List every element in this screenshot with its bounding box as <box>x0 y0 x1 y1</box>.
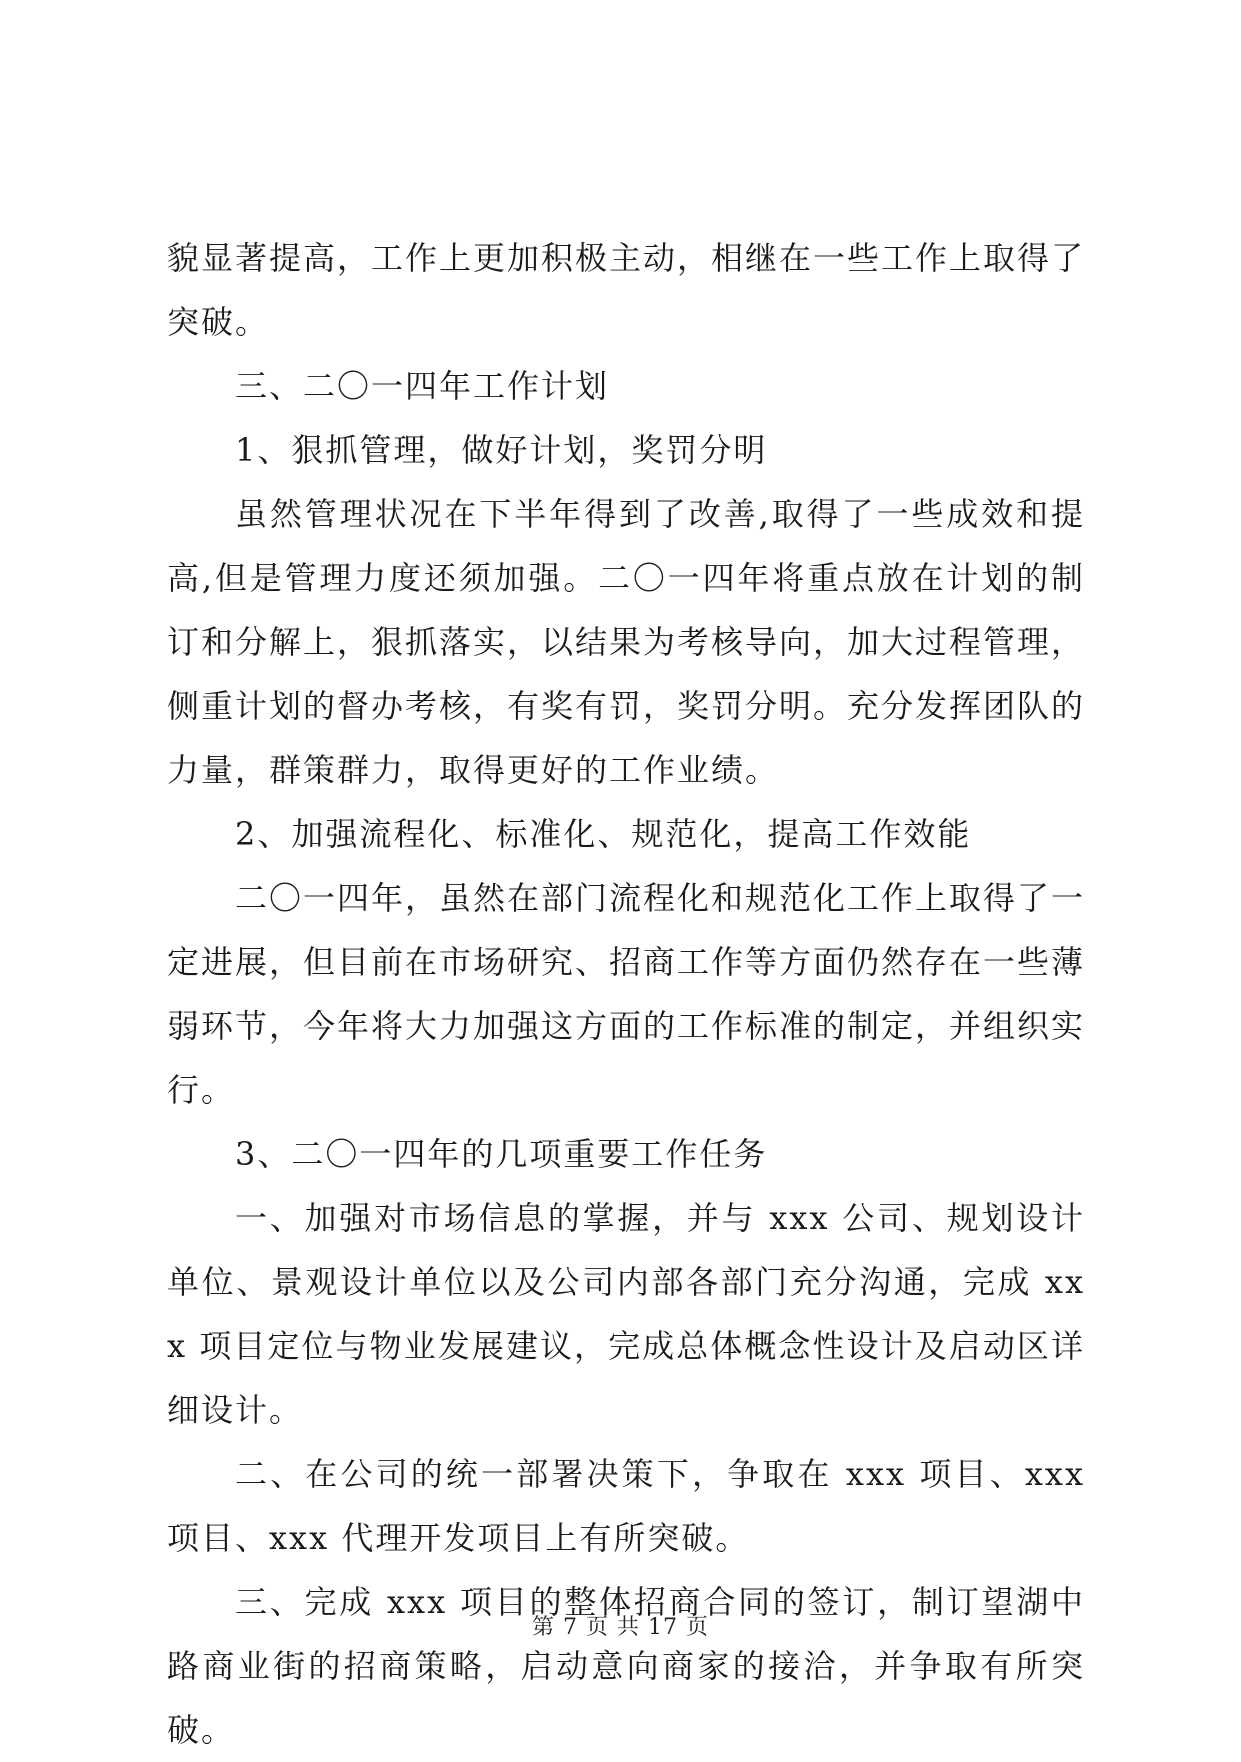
subheading-management: 1、狠抓管理，做好计划，奖罚分明 <box>235 431 768 469</box>
subheading-standardization: 2、加强流程化、标准化、规范化，提高工作效能 <box>235 815 972 853</box>
section-heading-2014-plan: 三、二〇一四年工作计划 <box>235 367 610 405</box>
paragraph-standardization: 二〇一四年，虽然在部门流程化和规范化工作上取得了一定进展，但目前在市场研究、招商工作等方面仍然存在一些薄弱环节，今年将大力加强这方面的工作标准的制定，并组织实行。 <box>167 879 1086 1109</box>
paragraph-task-two: 二、在公司的统一部署决策下，争取在 xxx 项目、xxx 项目、xxx 代理开发项目上有所突破。 <box>167 1455 1085 1557</box>
document-body <box>167 226 1085 1762</box>
paragraph-management: 虽然管理状况在下半年得到了改善,取得了一些成效和提高,但是管理力度还须加强。二〇一四年将重点放在计划的制订和分解上，狠抓落实，以结果为考核导向，加大过程管理，侧重计划的督办考核，有奖有罚，奖罚分明。充分发挥团队的力量，群策群力，取得更好的工作业绩。 <box>167 495 1086 789</box>
page-number: 第 7 页 共 17 页 <box>532 1615 709 1640</box>
paragraph-continuation: 貌显著提高，工作上更加积极主动，相继在一些工作上取得了突破。 <box>167 239 1086 341</box>
subheading-key-tasks: 3、二〇一四年的几项重要工作任务 <box>235 1135 768 1173</box>
paragraph-task-one: 一、加强对市场信息的掌握，并与 xxx 公司、规划设计单位、景观设计单位以及公司内部各部门充分沟通，完成 xxx 项目定位与物业发展建议，完成总体概念性设计及启动区详细设计。 <box>167 1199 1085 1429</box>
paragraph-task-three: 三、完成 xxx 项目的整体招商合同的签订，制订望湖中路商业街的招商策略，启动意向商家的接洽，并争取有所突破。 <box>167 1583 1085 1749</box>
page-footer <box>0 1610 1241 1641</box>
